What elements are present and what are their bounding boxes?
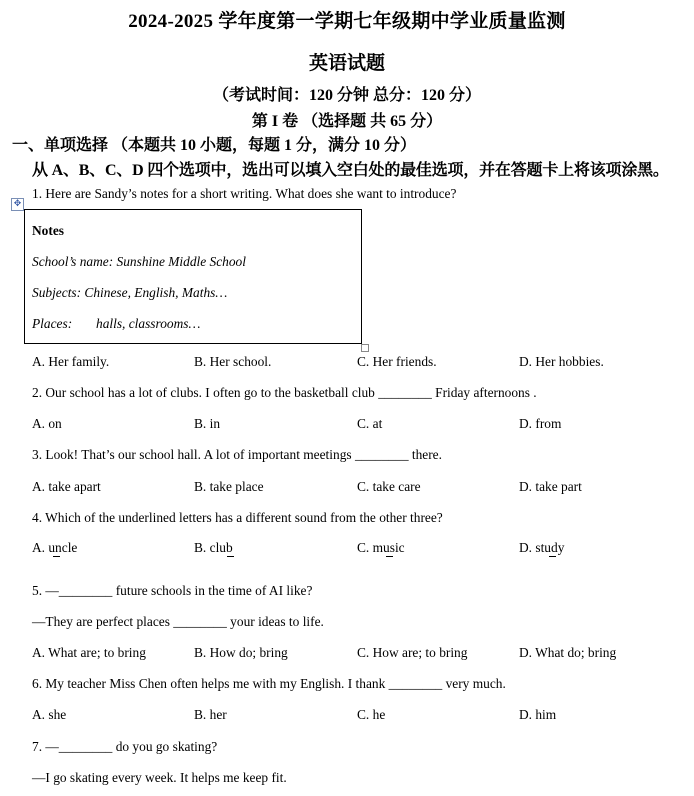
question-4-stem: 4. Which of the underlined letters has a different sound from the other three? xyxy=(32,510,443,525)
notes-box xyxy=(24,209,362,344)
q2-option-b: B. in xyxy=(194,416,221,431)
q5-option-c: C. How are; to bring xyxy=(357,645,468,660)
q4-option-b: B. club xyxy=(194,540,233,555)
q4-underline-c xyxy=(386,556,393,557)
q6-option-b: B. her xyxy=(194,707,227,722)
notes-line-school: School’s name: Sunshine Middle School xyxy=(32,254,246,269)
q1-option-a: A. Her family. xyxy=(32,354,110,369)
question-6-stem: 6. My teacher Miss Chen often helps me with my English. I thank ________ very much. xyxy=(32,676,506,691)
q6-option-c: C. he xyxy=(357,707,386,722)
q5-option-d: D. What do; bring xyxy=(519,645,617,660)
question-5-stem: 5. —________ future schools in the time of AI like? xyxy=(32,583,313,598)
q3-option-d: D. take part xyxy=(519,479,582,494)
notes-line-places-label: Places: xyxy=(32,316,73,331)
volume-label: 第 I 卷 （选择题 共 65 分） xyxy=(251,113,443,130)
table-resize-handle[interactable] xyxy=(361,344,369,352)
time-info: （考试时间：120 分钟 总分：120 分） xyxy=(212,87,481,104)
q5-option-a: A. What are; to bring xyxy=(32,645,146,660)
q4-underline-d xyxy=(549,556,556,557)
q4-underline-b xyxy=(227,556,234,557)
section-instruction: 从 A、B、C、D 四个选项中，选出可以填入空白处的最佳选项，并在答题卡上将该项涂黑。 xyxy=(32,162,669,179)
question-2-stem: 2. Our school has a lot of clubs. I often go to the basketball club ________ Friday afternoons . xyxy=(32,385,537,400)
q4-option-a: A. uncle xyxy=(32,540,78,555)
q2-option-a: A. on xyxy=(32,416,62,431)
q2-option-d: D. from xyxy=(519,416,562,431)
q1-option-b: B. Her school. xyxy=(194,354,272,369)
q2-option-c: C. at xyxy=(357,416,383,431)
q6-option-d: D. him xyxy=(519,707,557,722)
notes-line-places-value: halls, classrooms… xyxy=(96,316,201,331)
exam-subtitle: 英语试题 xyxy=(308,53,385,74)
q4-option-d: D. study xyxy=(519,540,565,555)
q1-option-c: C. Her friends. xyxy=(357,354,437,369)
table-move-icon[interactable]: ✥ xyxy=(11,198,24,211)
exam-title: 2024-2025 学年度第一学期七年级期中学业质量监测 xyxy=(128,11,566,32)
question-5-stem-reply: —They are perfect places ________ your ideas to life. xyxy=(32,614,324,629)
question-7-stem: 7. —________ do you go skating? xyxy=(32,739,218,754)
section-heading: 一、单项选择 （本题共 10 小题，每题 1 分，满分 10 分） xyxy=(12,137,417,154)
question-3-stem: 3. Look! That’s our school hall. A lot of important meetings ________ there. xyxy=(32,447,442,462)
notes-heading: Notes xyxy=(32,223,64,238)
notes-line-subjects: Subjects: Chinese, English, Maths… xyxy=(32,285,228,300)
question-7-stem-reply: —I go skating every week. It helps me keep fit. xyxy=(32,770,287,785)
q6-option-a: A. she xyxy=(32,707,67,722)
q5-option-b: B. How do; bring xyxy=(194,645,288,660)
q3-option-c: C. take care xyxy=(357,479,421,494)
q4-option-c: C. music xyxy=(357,540,405,555)
q4-underline-a xyxy=(53,556,60,557)
q3-option-a: A. take apart xyxy=(32,479,101,494)
question-1-stem: 1. Here are Sandy’s notes for a short writing. What does she want to introduce? xyxy=(32,186,457,201)
q1-option-d: D. Her hobbies. xyxy=(519,354,604,369)
q3-option-b: B. take place xyxy=(194,479,264,494)
